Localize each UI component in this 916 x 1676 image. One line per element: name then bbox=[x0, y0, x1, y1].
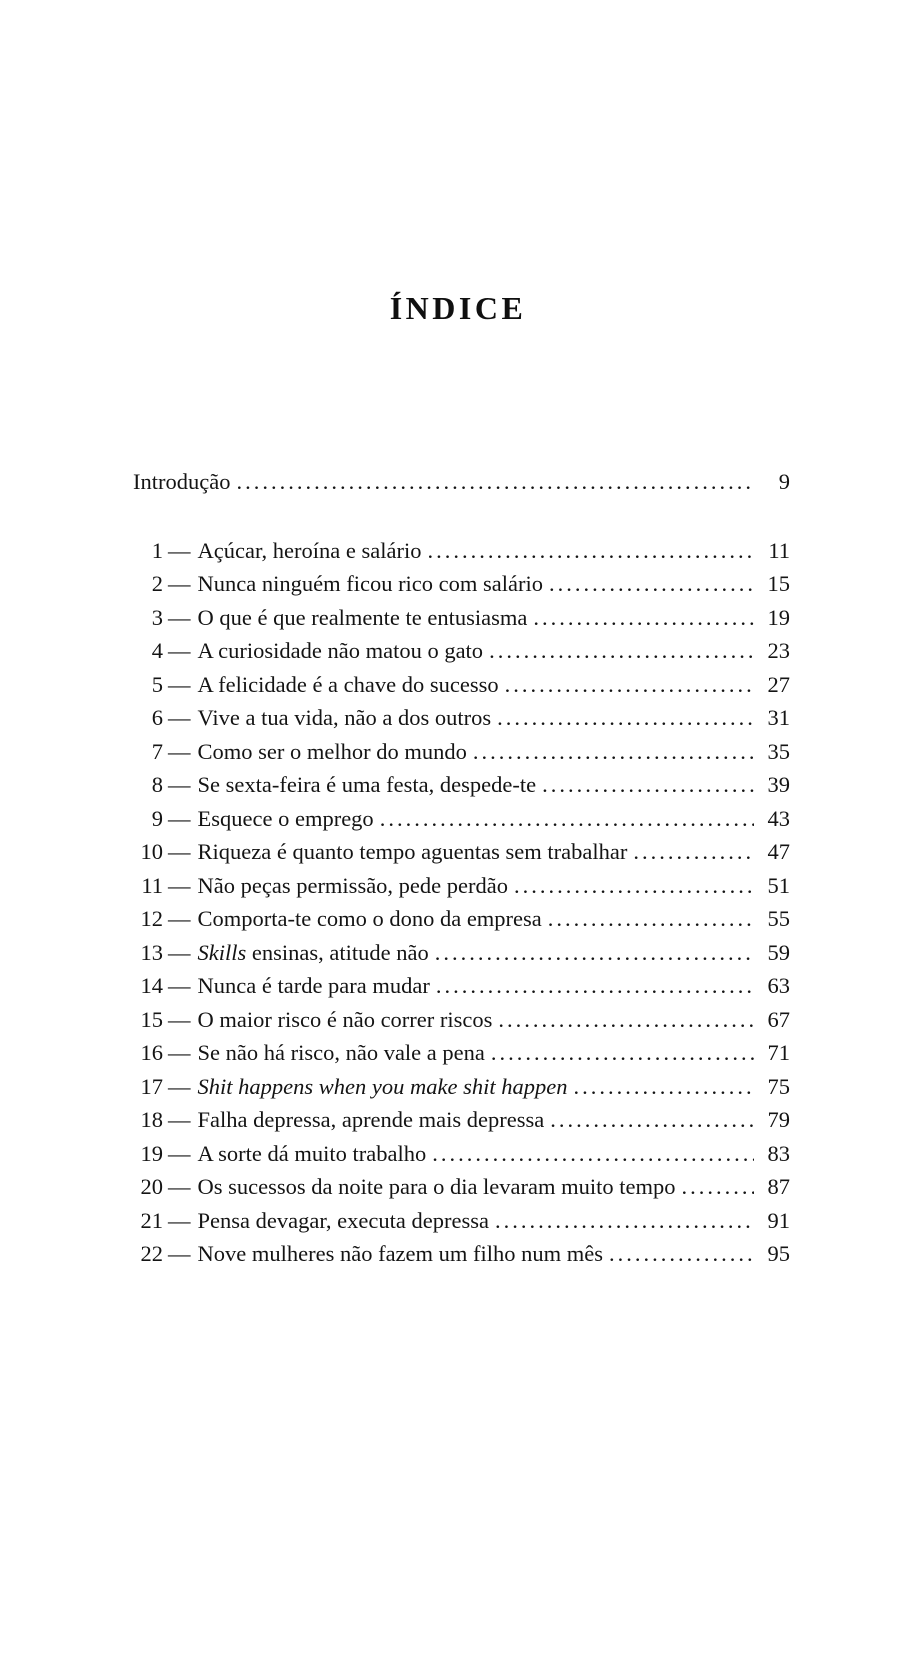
toc-entry bbox=[133, 1137, 790, 1171]
entry-separator: — bbox=[168, 939, 191, 965]
toc-entries bbox=[133, 534, 790, 1271]
entry-title bbox=[198, 936, 429, 970]
toc-entry bbox=[133, 1003, 790, 1037]
entry-title bbox=[198, 1204, 489, 1238]
dot-leader bbox=[682, 1170, 754, 1204]
toc-intro-row bbox=[133, 465, 790, 499]
toc-entry bbox=[133, 869, 790, 903]
dot-leader bbox=[633, 835, 754, 869]
entry-title bbox=[198, 1237, 604, 1271]
entry-number: 6 bbox=[151, 705, 163, 730]
entry-title bbox=[198, 534, 422, 568]
entry-page-number: 91 bbox=[767, 1207, 790, 1233]
entry-separator: — bbox=[168, 604, 191, 630]
page-title: ÍNDICE bbox=[389, 290, 527, 326]
entry-title-text: Nunca ninguém ficou rico com salário bbox=[197, 571, 544, 596]
entry-page-number: 51 bbox=[767, 872, 790, 898]
entry-title-text: Não peças permissão, pede perdão bbox=[197, 872, 508, 898]
entry-separator: — bbox=[168, 772, 191, 797]
dot-leader bbox=[498, 1003, 754, 1037]
entry-page-number: 79 bbox=[767, 1107, 790, 1132]
entry-title-text: Como ser o melhor do mundo bbox=[197, 738, 467, 764]
entry-number: 16 bbox=[140, 1040, 163, 1065]
dot-leader bbox=[236, 465, 754, 499]
toc-entry bbox=[133, 1103, 790, 1137]
toc-entry bbox=[133, 601, 790, 635]
entry-number: 20 bbox=[140, 1174, 163, 1199]
entry-page-number: 11 bbox=[768, 537, 790, 563]
dot-leader bbox=[491, 1036, 754, 1070]
entry-number: 10 bbox=[140, 839, 163, 864]
intro-page-number: 9 bbox=[778, 469, 790, 494]
toc-entry bbox=[133, 668, 790, 702]
entry-separator: — bbox=[168, 973, 191, 998]
toc-entry bbox=[133, 1036, 790, 1070]
entry-separator: — bbox=[168, 571, 191, 596]
toc-entry bbox=[133, 534, 790, 568]
dot-leader bbox=[549, 567, 754, 601]
entry-title bbox=[198, 634, 484, 668]
entry-number: 22 bbox=[140, 1241, 163, 1266]
entry-number: 7 bbox=[151, 738, 163, 764]
toc-entry bbox=[133, 1204, 790, 1238]
toc-entry bbox=[133, 969, 790, 1003]
toc-entry bbox=[133, 902, 790, 936]
entry-separator: — bbox=[168, 738, 191, 764]
entry-page-number: 95 bbox=[767, 1241, 790, 1266]
entry-page-number: 23 bbox=[767, 638, 790, 663]
entry-title-text: O maior risco é não correr riscos bbox=[197, 1006, 493, 1032]
table-of-contents bbox=[133, 465, 790, 1271]
entry-title bbox=[198, 1070, 568, 1104]
toc-entry bbox=[133, 1237, 790, 1271]
entry-page-number: 47 bbox=[767, 839, 790, 864]
entry-number: 1 bbox=[151, 537, 163, 563]
entry-title-text: Nove mulheres não fazem um filho num mês bbox=[197, 1241, 604, 1266]
entry-page-number: 67 bbox=[767, 1006, 790, 1032]
entry-title-text: Comporta-te como o dono da empresa bbox=[197, 906, 542, 931]
dot-leader bbox=[495, 1204, 754, 1238]
entry-number: 18 bbox=[140, 1107, 163, 1132]
entry-title bbox=[198, 1170, 676, 1204]
dot-leader bbox=[432, 1137, 754, 1171]
toc-entry bbox=[133, 936, 790, 970]
entry-number: 11 bbox=[141, 872, 163, 898]
intro-label: Introdução bbox=[133, 469, 231, 494]
entry-title bbox=[198, 601, 528, 635]
entry-number: 19 bbox=[140, 1140, 163, 1166]
entry-separator: — bbox=[168, 705, 191, 730]
entry-title-text: Se sexta-feira é uma festa, despede-te bbox=[197, 772, 537, 797]
entry-title-text: Os sucessos da noite para o dia levaram muito tempo bbox=[197, 1174, 676, 1199]
entry-title bbox=[198, 768, 537, 802]
entry-separator: — bbox=[168, 839, 191, 864]
toc-entry bbox=[133, 735, 790, 769]
entry-page-number: 43 bbox=[767, 805, 790, 831]
toc-entry bbox=[133, 567, 790, 601]
entry-title bbox=[198, 567, 544, 601]
entry-page-number: 39 bbox=[767, 772, 790, 797]
entry-separator: — bbox=[168, 1073, 191, 1099]
entry-separator: — bbox=[168, 1174, 191, 1199]
entry-title bbox=[198, 969, 430, 1003]
entry-number: 9 bbox=[151, 805, 163, 831]
entry-title-text: A felicidade é a chave do sucesso bbox=[197, 671, 499, 697]
entry-separator: — bbox=[168, 537, 191, 563]
toc-entry bbox=[133, 1070, 790, 1104]
entry-separator: — bbox=[168, 1140, 191, 1166]
entry-title-text: Açúcar, heroína e salário bbox=[197, 537, 422, 563]
toc-entry bbox=[133, 835, 790, 869]
entry-title-text: Se não há risco, não vale a pena bbox=[197, 1040, 485, 1065]
entry-number: 8 bbox=[151, 772, 163, 797]
dot-leader bbox=[542, 768, 754, 802]
dot-leader bbox=[550, 1103, 754, 1137]
toc-entry bbox=[133, 768, 790, 802]
toc-entry bbox=[133, 634, 790, 668]
dot-leader bbox=[427, 534, 754, 568]
entry-title-text: ensinas, atitude não bbox=[246, 939, 429, 965]
entry-separator: — bbox=[168, 872, 191, 898]
dot-leader bbox=[573, 1070, 754, 1104]
entry-page-number: 75 bbox=[767, 1073, 790, 1099]
entry-separator: — bbox=[168, 906, 191, 931]
dot-leader bbox=[436, 969, 754, 1003]
entry-title bbox=[198, 835, 628, 869]
entry-page-number: 87 bbox=[767, 1174, 790, 1199]
entry-title bbox=[198, 735, 467, 769]
entry-page-number: 63 bbox=[767, 973, 790, 998]
entry-page-number: 27 bbox=[767, 671, 790, 697]
entry-separator: — bbox=[168, 1241, 191, 1266]
entry-separator: — bbox=[168, 805, 191, 831]
entry-title-text: A curiosidade não matou o gato bbox=[197, 638, 484, 663]
dot-leader bbox=[533, 601, 754, 635]
entry-number: 2 bbox=[151, 571, 163, 596]
entry-title bbox=[198, 668, 499, 702]
entry-title-italic: Shit happens when you make shit happen bbox=[197, 1073, 568, 1099]
dot-leader bbox=[497, 701, 754, 735]
dot-leader bbox=[489, 634, 754, 668]
entry-title-text: Vive a tua vida, não a dos outros bbox=[197, 705, 492, 730]
dot-leader bbox=[514, 869, 754, 903]
entry-page-number: 31 bbox=[767, 705, 790, 730]
entry-page-number: 19 bbox=[767, 604, 790, 630]
entry-title bbox=[198, 1137, 427, 1171]
dot-leader bbox=[435, 936, 754, 970]
book-page bbox=[0, 288, 916, 1676]
entry-title-text: Esquece o emprego bbox=[197, 805, 374, 831]
entry-title-italic: Skills bbox=[197, 939, 247, 965]
entry-title bbox=[198, 902, 542, 936]
entry-number: 14 bbox=[140, 973, 163, 998]
entry-separator: — bbox=[168, 1040, 191, 1065]
entry-page-number: 83 bbox=[767, 1140, 790, 1166]
entry-number: 12 bbox=[140, 906, 163, 931]
entry-title-text: Nunca é tarde para mudar bbox=[197, 973, 430, 998]
entry-separator: — bbox=[168, 1207, 191, 1233]
entry-title-text: Falha depressa, aprende mais depressa bbox=[197, 1107, 545, 1132]
entry-title bbox=[198, 1103, 545, 1137]
entry-separator: — bbox=[168, 671, 191, 697]
entry-number: 5 bbox=[151, 671, 163, 697]
entry-page-number: 15 bbox=[767, 571, 790, 596]
entry-number: 15 bbox=[140, 1006, 163, 1032]
toc-entry bbox=[133, 701, 790, 735]
dot-leader bbox=[548, 902, 754, 936]
entry-separator: — bbox=[168, 638, 191, 663]
entry-page-number: 35 bbox=[767, 738, 790, 764]
toc-entry bbox=[133, 802, 790, 836]
entry-number: 13 bbox=[140, 939, 163, 965]
entry-title bbox=[198, 1036, 485, 1070]
entry-title bbox=[198, 1003, 493, 1037]
entry-title-text: Riqueza é quanto tempo aguentas sem trabalhar bbox=[197, 839, 628, 864]
entry-title-text: Pensa devagar, executa depressa bbox=[197, 1207, 489, 1233]
entry-title bbox=[198, 701, 492, 735]
entry-number: 3 bbox=[151, 604, 163, 630]
entry-page-number: 71 bbox=[767, 1040, 790, 1065]
entry-separator: — bbox=[168, 1006, 191, 1032]
entry-title bbox=[198, 869, 509, 903]
dot-leader bbox=[380, 802, 754, 836]
toc-entry bbox=[133, 1170, 790, 1204]
entry-number: 17 bbox=[140, 1073, 163, 1099]
entry-number: 21 bbox=[140, 1207, 163, 1233]
entry-page-number: 55 bbox=[767, 906, 790, 931]
dot-leader bbox=[473, 735, 754, 769]
entry-number: 4 bbox=[151, 638, 163, 663]
entry-page-number: 59 bbox=[767, 939, 790, 965]
entry-title bbox=[198, 802, 374, 836]
dot-leader bbox=[505, 668, 754, 702]
entry-title-text: O que é que realmente te entusiasma bbox=[197, 604, 528, 630]
entry-separator: — bbox=[168, 1107, 191, 1132]
entry-title-text: A sorte dá muito trabalho bbox=[197, 1140, 427, 1166]
dot-leader bbox=[609, 1237, 754, 1271]
